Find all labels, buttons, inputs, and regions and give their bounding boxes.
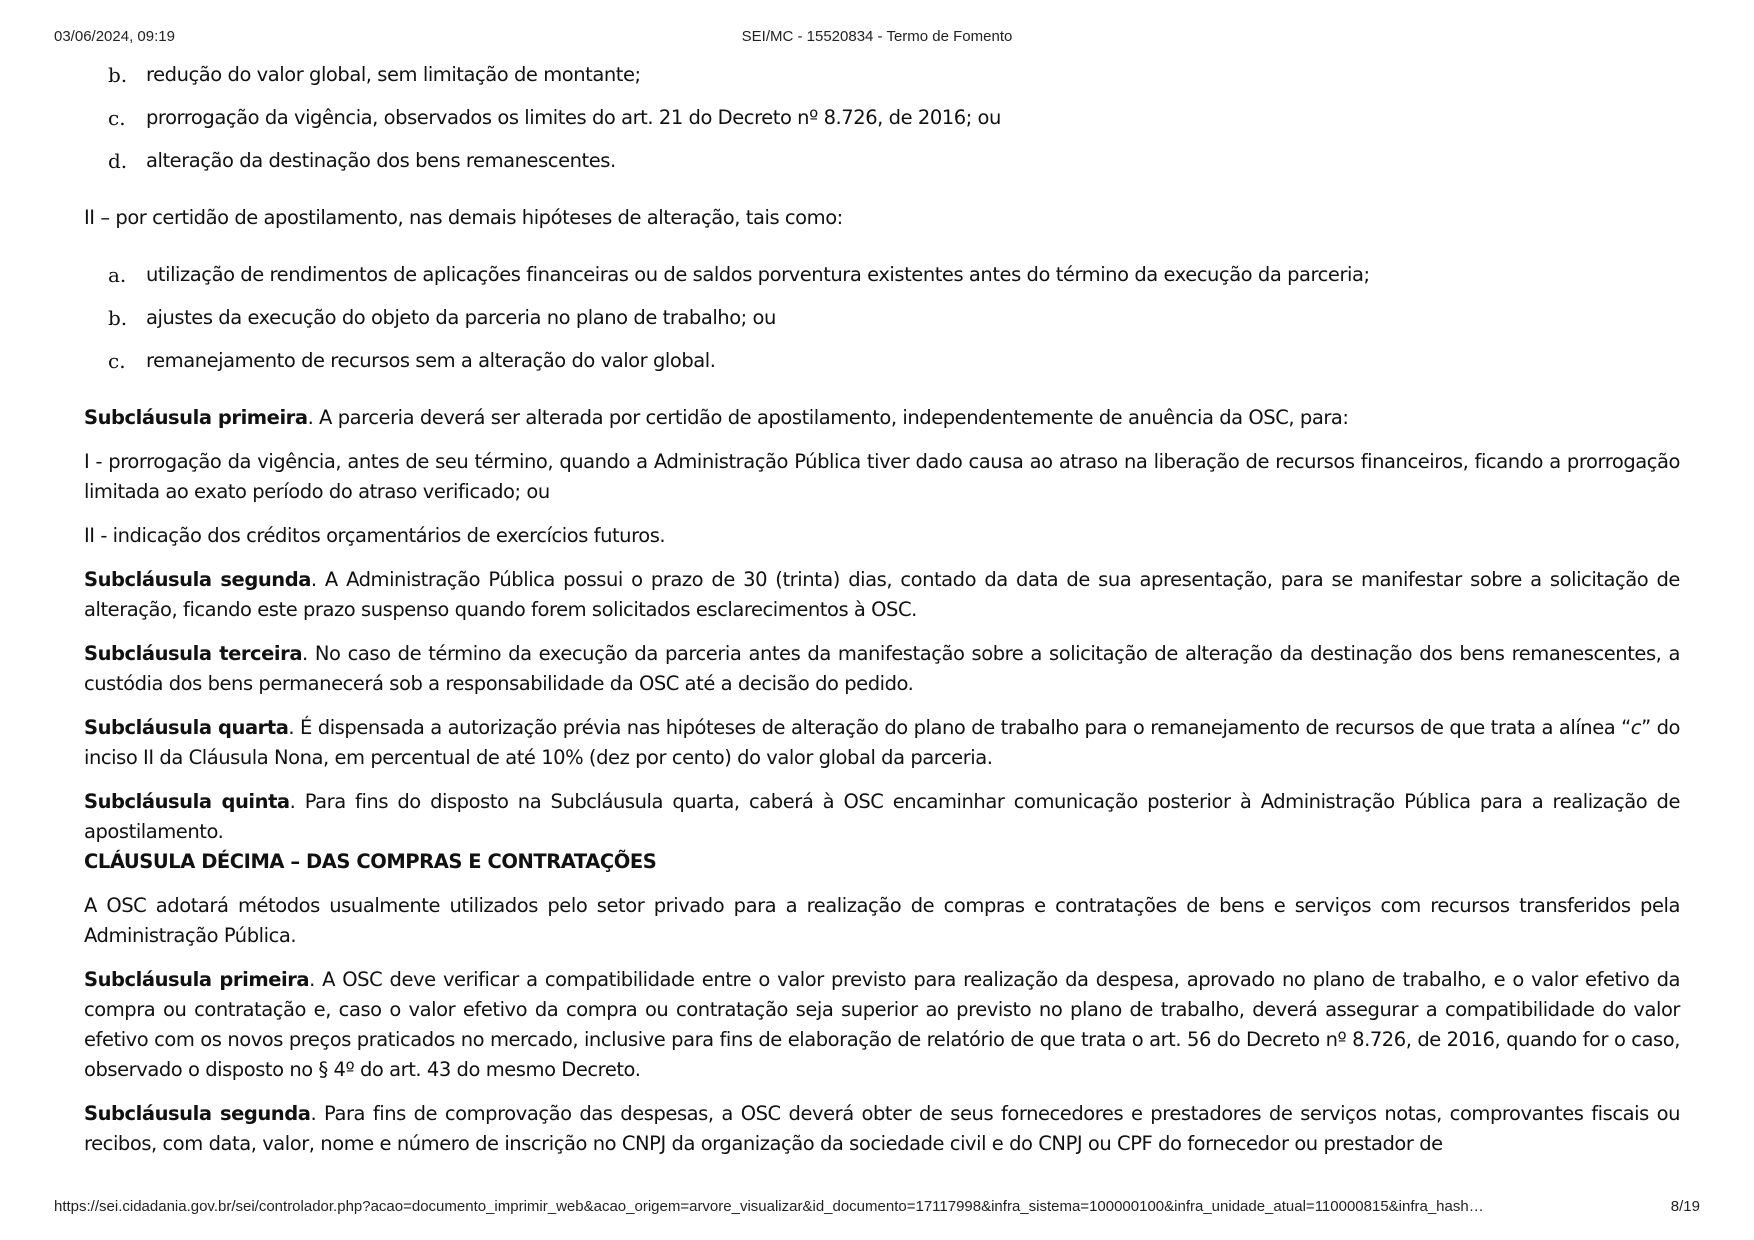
list-marker: c. — [108, 349, 126, 373]
inciso-ii-paragraph: II - indicação dos créditos orçamentários de exercícios futuros. — [84, 524, 666, 547]
print-footer — [54, 1198, 1700, 1220]
clause-ten-intro: A OSC adotará métodos usualmente utilizados pelo setor privado para a realização de compras e contratações de bens e serviços com recursos transferidos pela Administração Pública. — [84, 894, 1680, 947]
subclause-italic-letter: c — [1630, 716, 1642, 739]
clause-ten-subclause-second — [84, 1099, 1680, 1159]
list-item-text: utilização de rendimentos de aplicações financeiras ou de saldos porventura existentes antes do término da execução da parceria; — [146, 263, 1370, 286]
subclause-label: Subcláusula primeira — [84, 968, 310, 991]
list-item-text: ajustes da execução do objeto da parceria no plano de trabalho; ou — [146, 306, 776, 329]
subclause-label: Subcláusula primeira — [84, 406, 308, 429]
subclause-label: Subcláusula quarta — [84, 716, 289, 739]
subclause-text: . Para fins de comprovação das despesas, a OSC deverá obter de seus fornecedores e prestadores de serviços notas, comprovantes fiscais ou recibos, com data, valor, nome e número de inscrição no CNPJ da organização da sociedade civil e do CNPJ ou CPF do fornecedor ou prestador de — [84, 1102, 1680, 1155]
list-marker: c. — [108, 106, 126, 130]
subclause-fifth-paragraph — [84, 787, 1680, 847]
subclause-text: . A Administração Pública possui o prazo de 30 (trinta) dias, contado da data de sua apresentação, para se manifestar sobre a solicitação de alteração, ficando este prazo suspenso quando forem solicitados esclarecimentos à OSC. — [84, 568, 1680, 621]
subclause-text: . É dispensada a autorização prévia nas hipóteses de alteração do plano de trabalho para o remanejamento de recursos de que trata a alínea “ — [288, 716, 1631, 739]
subclause-text: . A parceria deverá ser alterada por certidão de apostilamento, independentemente de anuência da OSC, para: — [307, 406, 1349, 429]
subclause-fourth-paragraph — [84, 713, 1680, 773]
list-marker: b. — [108, 63, 128, 87]
subclause-text: . Para fins do disposto na Subcláusula quarta, caberá à OSC encaminhar comunicação posterior à Administração Pública para a realização de apostilamento. — [84, 790, 1681, 843]
subclause-label: Subcláusula segunda — [84, 568, 311, 591]
subclause-third-paragraph — [84, 639, 1680, 699]
list-item-b — [84, 303, 1680, 333]
subclause-second-paragraph — [84, 565, 1680, 625]
clause-ten-subclause-first — [84, 965, 1680, 1085]
list-marker: d. — [108, 149, 128, 173]
subclause-first-paragraph — [84, 403, 1680, 433]
print-datetime: 03/06/2024, 09:19 — [54, 28, 175, 45]
list-item-a — [84, 260, 1680, 290]
list-item-b — [84, 60, 1680, 90]
list-item-text: prorrogação da vigência, observados os limites do art. 21 do Decreto nº 8.726, de 2016; ou — [146, 106, 1001, 129]
subclause-label: Subcláusula quinta — [84, 790, 290, 813]
document-body — [84, 60, 1680, 1159]
print-header — [54, 28, 1700, 50]
list-item-d — [84, 146, 1680, 176]
list-item-text: remanejamento de recursos sem a alteração do valor global. — [146, 349, 716, 372]
list-marker: a. — [108, 263, 127, 287]
print-url: https://sei.cidadania.gov.br/sei/controlador.php?acao=documento_imprimir_web&acao_origem=arvore_visualizar&id_documento=17117998&infra_sistema=100000100&infra_unidade_atual=110000815&infra_hash… — [54, 1198, 1484, 1215]
subclause-text: ” do inciso II da Cláusula Nona, em percentual de até 10% (dez por cento) do valor global da parceria. — [84, 716, 1680, 769]
list-item-c — [84, 346, 1680, 376]
list-item-c — [84, 103, 1680, 133]
print-document-title: SEI/MC - 15520834 - Termo de Fomento — [741, 28, 1013, 45]
inciso-i-paragraph: I - prorrogação da vigência, antes de seu término, quando a Administração Pública tiver dado causa ao atraso na liberação de recursos financeiros, ficando a prorrogação limitada ao exato período do atraso verificado; ou — [84, 450, 1680, 503]
clause-ten-heading: CLÁUSULA DÉCIMA – DAS COMPRAS E CONTRATAÇÕES — [84, 850, 657, 873]
subclause-text: . No caso de término da execução da parceria antes da manifestação sobre a solicitação de alteração da destinação dos bens remanescentes, a custódia dos bens permanecerá sob a responsabilidade da OSC até a decisão do pedido. — [84, 642, 1681, 695]
list-marker: b. — [108, 306, 128, 330]
list-item-text: alteração da destinação dos bens remanescentes. — [146, 149, 616, 172]
subclause-label: Subcláusula segunda — [84, 1102, 311, 1125]
inciso-ii-paragraph: II – por certidão de apostilamento, nas demais hipóteses de alteração, tais como: — [84, 206, 843, 229]
subclause-label: Subcláusula terceira — [84, 642, 303, 665]
page-counter: 8/19 — [1670, 1198, 1700, 1215]
subclause-text: . A OSC deve verificar a compatibilidade entre o valor previsto para realização da despesa, aprovado no plano de trabalho, e o valor efetivo da compra ou contratação e, caso o valor efetivo da compra ou contratação seja superior ao previsto no plano de trabalho, deverá assegurar a compatibilidade do valor efetivo com os novos preços praticados no mercado, inclusive para fins de elaboração de relatório de que trata o art. 56 do Decreto nº 8.726, de 2016, quando for o caso, observado o disposto no § 4º do art. 43 do mesmo Decreto. — [84, 968, 1680, 1081]
list-item-text: redução do valor global, sem limitação de montante; — [146, 63, 641, 86]
